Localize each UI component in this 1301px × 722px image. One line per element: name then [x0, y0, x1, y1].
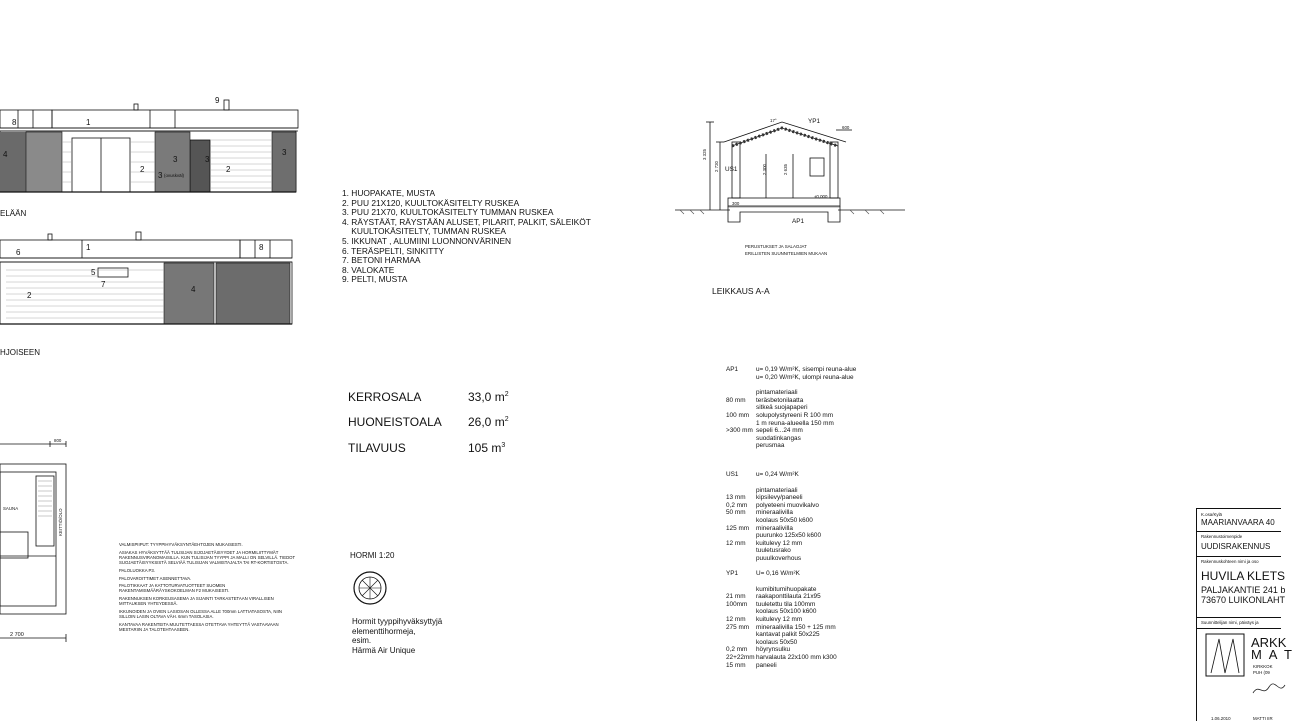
- spec-thickness: [726, 442, 756, 450]
- spec-code: AP1: [726, 366, 739, 373]
- section-caption: LEIKKAUS A-A: [712, 286, 770, 296]
- spec-thickness: 22+22mm: [726, 653, 755, 661]
- floor-plan-drawing: [0, 436, 80, 646]
- note-line: PALOLUOKKA P3.: [119, 567, 155, 573]
- elev-bot-label-7: 7: [101, 280, 106, 289]
- spec-layer: perusmaa: [756, 442, 785, 450]
- spec-thickness: 21 mm: [726, 593, 746, 601]
- spec-layer: kuitulevy 12 mm: [756, 539, 803, 547]
- elev-top-label-4: 4: [3, 150, 8, 159]
- elev-top-label-3c: 3: [282, 148, 287, 157]
- spec-layer: raakaponttilauta 21x95: [756, 593, 821, 601]
- spec-thickness: >300 mm: [726, 427, 753, 435]
- spec-thickness: 125 mm: [726, 524, 750, 532]
- spec-thickness: [726, 517, 756, 525]
- elev-top-label-2b: 2: [226, 165, 231, 174]
- spec-layer: kipsilevy/paneeli: [756, 494, 803, 502]
- general-notes: [119, 543, 309, 633]
- tb-office-1: ARKK: [1251, 635, 1287, 650]
- spec-layer: harvalauta 22x100 mm k300: [756, 653, 837, 661]
- legend-item: 8. VALOKATE: [342, 264, 395, 275]
- spec-layer: kumibitumihuopakate: [756, 585, 817, 593]
- area-unit-sup: 2: [504, 391, 509, 398]
- spec-layer: pintamateriaali: [756, 486, 798, 494]
- tb-kohde-name: HUVILA KLETS: [1201, 569, 1286, 583]
- material-legend: [342, 189, 642, 285]
- spec-layer: mineraalivilla: [756, 524, 793, 532]
- elev-top-label-note: (ovuskväl): [164, 173, 185, 178]
- legend-item: 2. PUU 21X120, KUULTOKÄSITELTY RUSKEA: [342, 197, 520, 208]
- legend-item: 6. TERÄSPELTI, SINKITTY: [342, 245, 445, 256]
- title-block: [1196, 508, 1294, 721]
- chimney-text-line: Hormit tyyppihyväksyttyjä: [352, 617, 443, 626]
- spec-thickness: 13 mm: [726, 494, 746, 502]
- chimney-symbol-icon: [352, 570, 388, 606]
- spec-layer: solupolystyreeni R 100 mm: [756, 411, 834, 419]
- section-note-1: PERUSTUKSET JA SALAOJAT: [745, 244, 807, 249]
- elev-bot-label-1: 1: [86, 243, 91, 252]
- tb-kohde-label: Rakennuskohteen nimi ja oso: [1201, 559, 1259, 564]
- spec-u-value: u= 0,20 W/m²K, ulompi reuna-alue: [756, 373, 854, 381]
- spec-thickness: [726, 404, 756, 412]
- note-line: MESTARIIN JA TALOTEHTAASEEN.: [119, 626, 190, 632]
- spec-layer: mineraalivilla 150 + 125 mm: [756, 623, 836, 631]
- spec-thickness: 15 mm: [726, 661, 746, 669]
- elev-bot-caption: HJOISEEN: [0, 348, 41, 357]
- area-label: TILAVUUS: [348, 441, 406, 455]
- note-line: RAKENTAMISMÄÄRÄYSKOKOELMAN F2 MUKAISESTI.: [119, 588, 230, 594]
- tb-office-2: M A T: [1251, 647, 1294, 662]
- spec-thickness: [726, 389, 756, 397]
- spec-layer: puuulkoverhous: [756, 554, 802, 562]
- section-us1: US1: [725, 166, 738, 173]
- legend-item: 4. RÄYSTÄÄT, RÄYSTÄÄN ALUSET, PILARIT, PALKIT, SÄLEIKÖT: [342, 216, 591, 227]
- spec-code: US1: [726, 471, 739, 478]
- chimney-text-line: Härmä Air Unique: [352, 645, 416, 655]
- elev-top-label-2a: 2: [140, 165, 145, 174]
- spec-u-value: U= 0,16 W/m²K: [756, 570, 800, 577]
- area-value: 105 m: [468, 441, 502, 455]
- area-value: 26,0 m: [468, 415, 505, 429]
- tb-address-2: 73670 LUIKONLAHT: [1201, 595, 1286, 605]
- tb-date: 1.06.2010: [1211, 716, 1231, 721]
- plan-dim-800: 800: [54, 438, 62, 443]
- elevation-top-drawing: [0, 92, 300, 202]
- elev-top-caption: ELÄÄN: [0, 209, 27, 218]
- note-line: MITTAUKSEN YHTEYDESSÄ.: [119, 601, 178, 607]
- spec-thickness: 100 mm: [726, 411, 750, 419]
- elev-bot-label-4: 4: [191, 285, 196, 294]
- elev-bot-label-2: 2: [27, 291, 32, 300]
- note-line: SILLOIN LASIN OLTAVA VÄH. 6mm TASOLASIA.: [119, 613, 214, 619]
- spec-layer: tuuletusrako: [756, 547, 791, 555]
- spec-thickness: 12 mm: [726, 539, 746, 547]
- spec-thickness: 80 mm: [726, 396, 746, 404]
- elev-top-label-8: 8: [12, 118, 17, 127]
- tb-designer-label: Suunnittelijan nimi, päiväys ja: [1201, 620, 1259, 625]
- spec-thickness: [726, 547, 756, 555]
- note-line: VALMISPIIPUT: TYYPPIHYVÄKSYNTÄEHTOJEN MUKAISESTI.: [119, 542, 243, 547]
- spec-yp1: [726, 570, 896, 669]
- spec-thickness: [726, 555, 756, 563]
- spec-layer: paneeli: [756, 661, 777, 669]
- spec-thickness: 0,2 mm: [726, 501, 748, 509]
- legend-item: 9. PELTI, MUSTA: [342, 274, 408, 285]
- section-ap1: AP1: [792, 218, 805, 225]
- tb-toimenpide-value: UUDISRAKENNUS: [1201, 542, 1271, 551]
- legend-item: 1. HUOPAKATE, MUSTA: [342, 188, 436, 198]
- spec-layer: sepeli 6...24 mm: [756, 427, 803, 435]
- legend-item: 7. BETONI HARMAA: [342, 255, 421, 266]
- legend-item: 5. IKKUNAT , ALUMIINI LUONNONVÄRINEN: [342, 235, 512, 246]
- elev-bot-label-8: 8: [259, 243, 264, 252]
- section-dim-3325: 3 325: [702, 149, 707, 160]
- tb-toimenpide-label: Rakennustoimenpide: [1201, 534, 1243, 539]
- elev-bot-label-5: 5: [91, 268, 96, 277]
- spec-layer: polyeteeni muovikalvo: [756, 501, 819, 509]
- note-line: PALOTIKKAAT JA KATTOTURVATUOTTEET SUOMEN: [119, 583, 226, 589]
- elev-bot-label-6: 6: [16, 248, 21, 257]
- area-label: HUONEISTOALA: [348, 415, 442, 429]
- spec-layer: kuitulevy 12 mm: [756, 615, 803, 623]
- tb-office-4: PUH (09: [1253, 670, 1270, 675]
- spec-thickness: [726, 532, 756, 540]
- spec-thickness: 0,2 mm: [726, 646, 748, 654]
- tb-kosa-label: K.osa/Kylä: [1201, 512, 1222, 517]
- section-note-2: ERILLISTEN SUUNNITELMIEN MUKAAN: [745, 251, 828, 256]
- chimney-title: HORMI 1:20: [350, 551, 395, 560]
- section-dim-600: 600: [842, 125, 850, 130]
- spec-layer: puurunko 125x50 k600: [756, 532, 822, 540]
- spec-thickness: [726, 608, 756, 616]
- spec-thickness: [726, 420, 756, 428]
- spec-u-value: u= 0,19 W/m²K, sisempi reuna-alue: [756, 366, 857, 373]
- section-dim-2720: 2 720: [714, 161, 719, 172]
- spec-layer: koolaus 50x50: [756, 638, 798, 646]
- spec-code: YP1: [726, 570, 739, 577]
- legend-item: 3. PUU 21X70, KUULTOKÄSITELTY TUMMAN RUSKEA: [342, 207, 554, 218]
- note-line: IKKUNOIDEN JA OVIEN LASIOSAN OLLESSA ALLE 700mm LATTIATASOSTA, NIIN: [119, 609, 283, 615]
- spec-layer: koolaus 50x100 k600: [756, 608, 817, 616]
- area-row-kerrosala: [348, 390, 518, 404]
- area-unit-sup: 2: [504, 416, 509, 423]
- section-dim-300: 300: [732, 201, 740, 206]
- spec-thickness: 50 mm: [726, 509, 746, 517]
- legend-item: KUULTOKÄSITELTY, TUMMAN RUSKEA: [342, 226, 506, 237]
- spec-thickness: [726, 586, 756, 594]
- note-line: RAKENNUSVIRANOMAISILLA. KUN TULISIJAN TYYPPI JA MALLI ON SELVILLÄ. TIEDOT: [119, 554, 296, 560]
- section-angle: 17°: [770, 118, 777, 123]
- spec-thickness: 100mm: [726, 600, 748, 608]
- elev-top-label-3b: 3: [205, 155, 210, 164]
- spec-us1: [726, 471, 896, 563]
- section-dim-2300: 2 300: [762, 164, 767, 175]
- plan-room-sauna: SAUNA: [3, 506, 19, 511]
- note-line: RAKENNUKSEN KORKEUSASEMA JA SIJAINTI TARKASTETAAN VIRALLISEN: [119, 596, 274, 602]
- signature-icon: [1251, 679, 1301, 699]
- plan-dim-2700: 2 700: [10, 632, 24, 638]
- chimney-text-line: esim.: [352, 636, 372, 645]
- office-logo-icon: [1205, 633, 1245, 677]
- area-label: KERROSALA: [348, 390, 422, 404]
- spec-thickness: 12 mm: [726, 615, 746, 623]
- tb-address-1: PALJAKANTIE 241 b: [1201, 585, 1286, 595]
- area-value: 33,0 m: [468, 390, 505, 404]
- spec-thickness: [726, 487, 756, 495]
- spec-layer: teräsbetonilaatta: [756, 396, 804, 404]
- spec-ap1: [726, 366, 896, 450]
- spec-layer: 1 m reuna-alueella 150 mm: [756, 419, 834, 427]
- elev-top-label-3a: 3: [173, 155, 178, 164]
- spec-layer: tuuletettu tila 100mm: [756, 600, 816, 608]
- spec-u-value: u= 0,24 W/m²K: [756, 471, 799, 478]
- spec-thickness: [726, 639, 756, 647]
- elev-top-label-9: 9: [215, 96, 220, 105]
- elev-top-label-3d: 3: [158, 171, 163, 180]
- area-unit-sup: 3: [501, 442, 506, 449]
- tb-office-3: KIRKKOK: [1253, 664, 1273, 669]
- area-row-huoneistoala: [348, 415, 518, 429]
- elev-top-label-1: 1: [86, 118, 91, 127]
- spec-layer: höyrynsulku: [756, 646, 791, 654]
- spec-thickness: 275 mm: [726, 623, 750, 631]
- plan-room-keittio: KEITTIÖ/OLO: [58, 508, 63, 536]
- section-level: ±0,000: [814, 194, 828, 199]
- note-line: PALOVAROITTIMET ASENNETTAVA.: [119, 575, 192, 581]
- note-line: SUOJAETÄISYYKSISTÄ SELVIÄÄ TULISIJAN VALMISTAJALTA TAI RT-KORTISTOSTA.: [119, 559, 289, 565]
- chimney-text-line: elementtihormeja,: [352, 626, 416, 636]
- spec-layer: pintamateriaali: [756, 389, 798, 397]
- spec-layer: suodatinkangas: [756, 434, 801, 442]
- spec-layer: kantavat palkit 50x225: [756, 631, 820, 639]
- spec-thickness: [726, 435, 756, 443]
- section-yp1: YP1: [808, 118, 821, 125]
- elevation-bottom-drawing: [0, 226, 300, 326]
- area-row-tilavuus: [348, 441, 518, 455]
- spec-thickness: [726, 631, 756, 639]
- note-line: ASIAKAS HYVÄKSYTTÄÄ TULISIJAN SIJOJAETÄISYYDET JA HORMILIITTYMÄT: [119, 549, 279, 555]
- note-line: KANTAVAA RAKENTEITA MUUTETTAESSA OTETTAVA YHTEYTTÄ VASTAAVAAN: [119, 621, 279, 627]
- section-aa-drawing: [670, 112, 910, 242]
- tb-kosa-value: MAARIANVAARA 40: [1201, 518, 1275, 527]
- spec-layer: mineraalivilla: [756, 509, 793, 517]
- section-dim-2635: 2 635: [783, 164, 788, 175]
- chimney-text: [352, 617, 442, 655]
- spec-layer: sitkeä suojapaperi: [756, 404, 808, 412]
- spec-layer: koolaus 50x50 k600: [756, 516, 813, 524]
- tb-person: MATTI IIR: [1253, 716, 1273, 721]
